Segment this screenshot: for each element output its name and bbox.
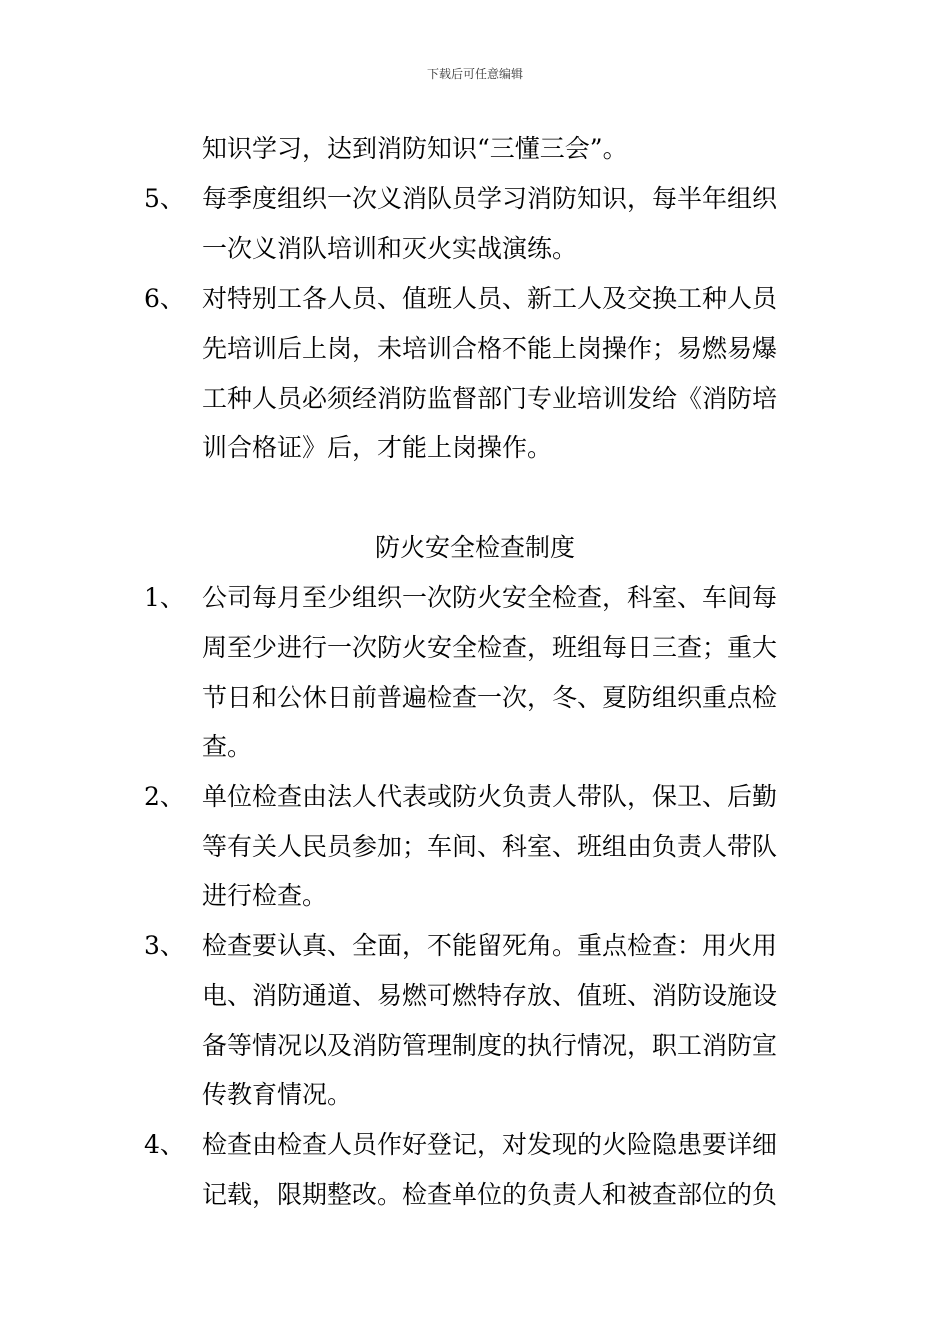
item-number: 3、 bbox=[144, 931, 185, 960]
item-number: 4、 bbox=[144, 1130, 185, 1159]
item-line: 检查由检查人员作好登记，对发现的火险隐患要详细 bbox=[202, 1130, 778, 1159]
item-line: 查。 bbox=[202, 732, 253, 761]
item-line: 进行检查。 bbox=[202, 881, 328, 910]
item-number: 6、 bbox=[144, 284, 185, 313]
item-line: 记载，限期整改。检查单位的负责人和被查部位的负 bbox=[202, 1180, 778, 1209]
item-line: 传教育情况。 bbox=[202, 1080, 353, 1109]
item-line: 一次义消队培训和灭火实战演练。 bbox=[202, 234, 578, 263]
section-title: 防火安全检查制度 bbox=[374, 533, 575, 562]
item-number: 5、 bbox=[144, 184, 185, 213]
item-line: 单位检查由法人代表或防火负责人带队，保卫、后勤 bbox=[202, 782, 778, 811]
item-line: 对特别工各人员、值班人员、新工人及交换工种人员 bbox=[202, 284, 778, 313]
item-line: 备等情况以及消防管理制度的执行情况，职工消防宣 bbox=[202, 1031, 778, 1060]
item-line: 节日和公休日前普遍检查一次，冬、夏防组织重点检 bbox=[202, 683, 778, 712]
continuation-line: 知识学习，达到消防知识“三懂三会”。 bbox=[202, 134, 628, 163]
item-line: 工种人员必须经消防监督部门专业培训发给《消防培 bbox=[202, 384, 778, 413]
item-line: 先培训后上岗，未培训合格不能上岗操作；易燃易爆 bbox=[202, 334, 778, 363]
item-line: 每季度组织一次义消队员学习消防知识，每半年组织 bbox=[202, 184, 778, 213]
item-number: 2、 bbox=[144, 782, 185, 811]
item-line: 训合格证》后，才能上岗操作。 bbox=[202, 433, 553, 462]
item-line: 检查要认真、全面，不能留死角。重点检查：用火用 bbox=[202, 931, 778, 960]
page-header: 下载后可任意编辑 bbox=[426, 67, 523, 81]
item-number: 1、 bbox=[144, 583, 185, 612]
item-line: 等有关人民员参加；车间、科室、班组由负责人带队 bbox=[202, 832, 778, 861]
item-line: 电、消防通道、易燃可燃特存放、值班、消防设施设 bbox=[202, 981, 778, 1010]
item-line: 周至少进行一次防火安全检查，班组每日三查；重大 bbox=[202, 633, 778, 662]
item-line: 公司每月至少组织一次防火安全检查，科室、车间每 bbox=[202, 583, 778, 612]
